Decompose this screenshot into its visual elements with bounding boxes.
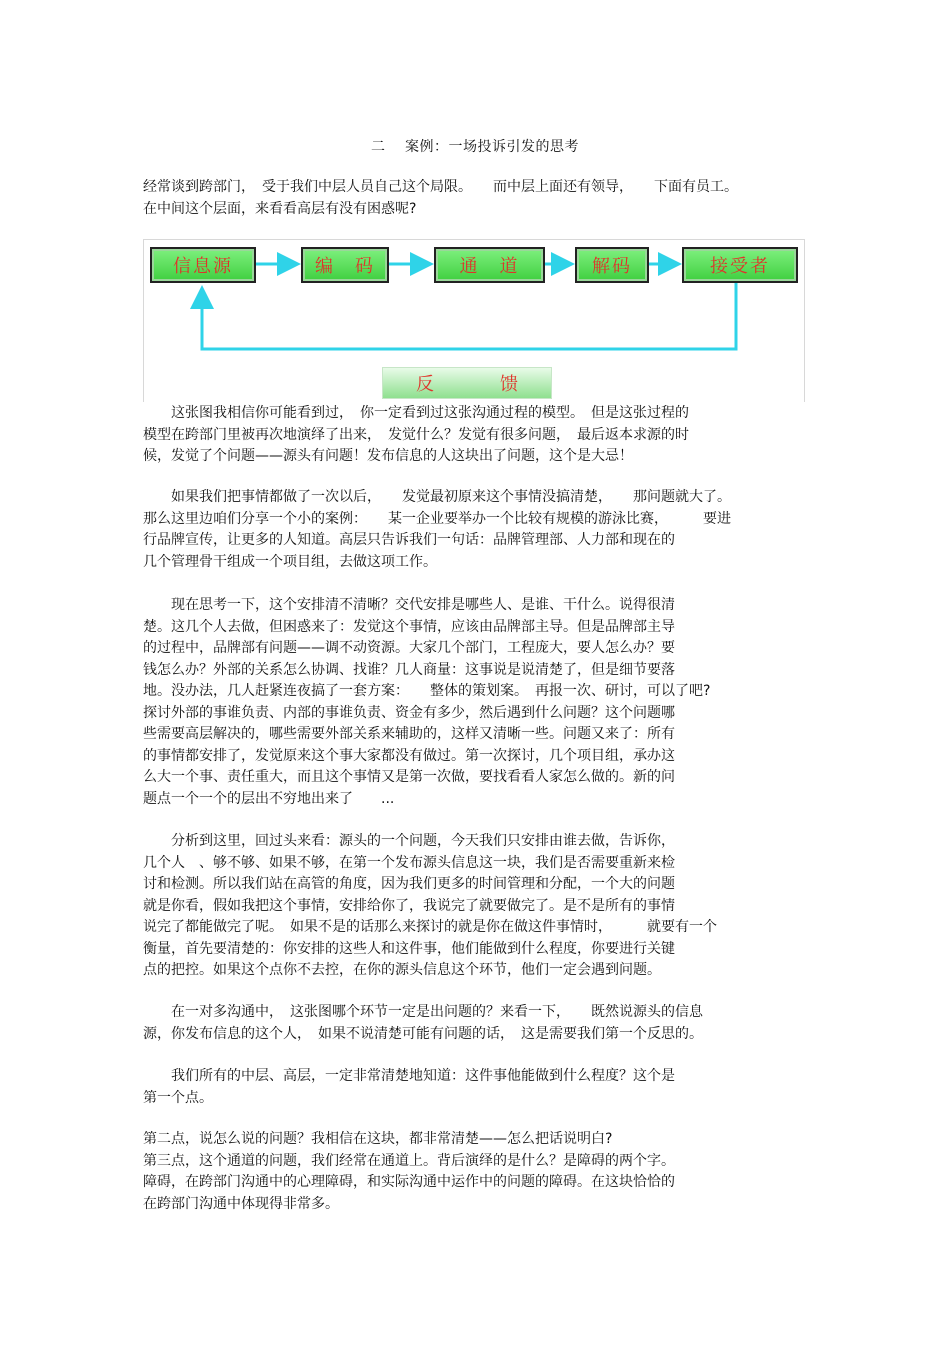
text-line: 在中间这个层面，来看看高层有没有困惑呢?: [143, 200, 417, 217]
text-line: 衡量，首先要清楚的：你安排的这些人和这件事，他们能做到什么程度，你要进行关键: [143, 940, 675, 957]
communication-model-diagram: [143, 239, 805, 402]
text-line: 讨和检测。所以我们站在高管的角度，因为我们更多的时间管理和分配，一个大的问题: [143, 876, 675, 892]
text-line: 几个管理骨干组成一个项目组，去做这项工作。: [143, 553, 437, 570]
text-line: 这张图我相信你可能看到过， 你一定看到过这张沟通过程的模型。 但是这张过程的: [143, 405, 689, 421]
text-line: 第一个点。: [143, 1089, 213, 1106]
text-line: 候，发觉了个问题——源头有问题！发布信息的人这块出了问题，这个是大忌！: [143, 448, 633, 464]
diagram-box-source: 信息源: [150, 247, 256, 283]
intro-paragraph: [143, 177, 783, 220]
diagram-box-channel: 通 道: [434, 247, 545, 283]
text-line: 的事情都安排了，发觉原来这个事大家都没有做过。第一次探讨，几个项目组，承办这: [143, 747, 675, 764]
text-line: 就是你看，假如我把这个事情，安排给你了，我说完了就要做完了。是不是所有的事情: [143, 897, 675, 914]
text-line: 楚。这几个人去做，但困惑来了：发觉这个事情，应该由品牌部主导。但是品牌部主导: [143, 618, 675, 635]
diagram-box-decode: 解码: [575, 247, 649, 283]
paragraph: [143, 1066, 783, 1109]
text-line: 我们所有的中层、高层，一定非常清楚地知道：这件事他能做到什么程度？这个是: [143, 1068, 675, 1084]
text-line: 模型在跨部门里被再次地演绎了出来， 发觉什么？发觉有很多问题， 最后返本求源的时: [143, 426, 689, 443]
text-line: 地。没办法，几人赶紧连夜搞了一套方案： 整体的策划案。 再报一次、研讨，可以了吧?: [143, 683, 711, 699]
text-line: 在跨部门沟通中体现得非常多。: [143, 1195, 339, 1212]
text-line: 几个人 、够不够、如果不够，在第一个发布源头信息这一块，我们是否需要重新来检: [143, 854, 675, 871]
feedback-label: 反: [416, 374, 434, 395]
paragraph: [143, 1002, 783, 1045]
text-line: 的过程中，品牌部有问题——调不动资源。大家几个部门，工程庞大，要人怎么办？要: [143, 640, 675, 656]
text-line: 题点一个一个的层出不穷地出来了 ...: [143, 790, 395, 807]
text-line: 钱怎么办？外部的关系怎么协调、找谁？几人商量：这事说是说清楚了，但是细节要落: [143, 661, 675, 678]
paragraph: [143, 487, 783, 573]
text-line: 分析到这里，回过头来看：源头的一个问题，今天我们只安排由谁去做，告诉你，: [143, 833, 675, 849]
diagram-box-feedback: [382, 367, 552, 399]
text-line: 第三点，这个通道的问题，我们经常在通道上。背后演绎的是什么？是障碍的两个字。: [143, 1152, 675, 1169]
page-title: 二 案例：一场投诉引发的思考: [371, 139, 579, 155]
text-line: 源，你发布信息的这个人， 如果不说清楚可能有问题的话， 这是需要我们第一个反思的。: [143, 1025, 703, 1042]
text-line: 在一对多沟通中， 这张图哪个环节一定是出问题的？来看一下， 既然说源头的信息: [143, 1004, 703, 1020]
text-line: 第二点，说怎么说的问题？我相信在这块，都非常清楚——怎么把话说明白?: [143, 1131, 613, 1147]
text-line: 探讨外部的事谁负责、内部的事谁负责、资金有多少，然后遇到什么问题？这个问题哪: [143, 704, 675, 721]
diagram-box-receiver: 接受者: [682, 247, 798, 283]
text-line: 现在思考一下，这个安排清不清晰？交代安排是哪些人、是谁、干什么。说得很清: [143, 597, 675, 613]
paragraph: [143, 403, 783, 468]
text-line: 么大一个事、责任重大，而且这个事情又是第一次做，要找看看人家怎么做的。新的问: [143, 769, 675, 785]
text-line: 点的把控。如果这个点你不去控，在你的源头信息这个环节，他们一定会遇到问题。: [143, 962, 661, 978]
text-line: 那么这里边咱们分享一个小的案例： 某一企业要举办一个比较有规模的游泳比赛， 要进: [143, 510, 731, 527]
text-line: 如果我们把事情都做了一次以后， 发觉最初原来这个事情没搞清楚， 那问题就大了。: [143, 489, 731, 505]
paragraph: [143, 595, 783, 810]
text-line: 行品牌宣传，让更多的人知道。高层只告诉我们一句话：品牌管理部、人力部和现在的: [143, 532, 675, 548]
paragraph: [143, 831, 783, 982]
feedback-loop-arrow: [202, 282, 736, 349]
diagram-box-encode: 编 码: [301, 247, 389, 283]
text-line: 些需要高层解决的，哪些需要外部关系来辅助的，这样又清晰一些。问题又来了：所有: [143, 726, 675, 742]
text-line: 说完了都能做完了呢。 如果不是的话那么来探讨的就是你在做这件事情时， 就要有一个: [143, 919, 717, 935]
feedback-label: 馈: [500, 374, 518, 395]
text-line: 经常谈到跨部门， 受于我们中层人员自己这个局限。 而中层上面还有领导， 下面有员工。: [143, 179, 738, 195]
text-line: 障碍，在跨部门沟通中的心理障碍，和实际沟通中运作中的问题的障碍。在这块恰恰的: [143, 1174, 675, 1190]
paragraph: [143, 1129, 783, 1215]
